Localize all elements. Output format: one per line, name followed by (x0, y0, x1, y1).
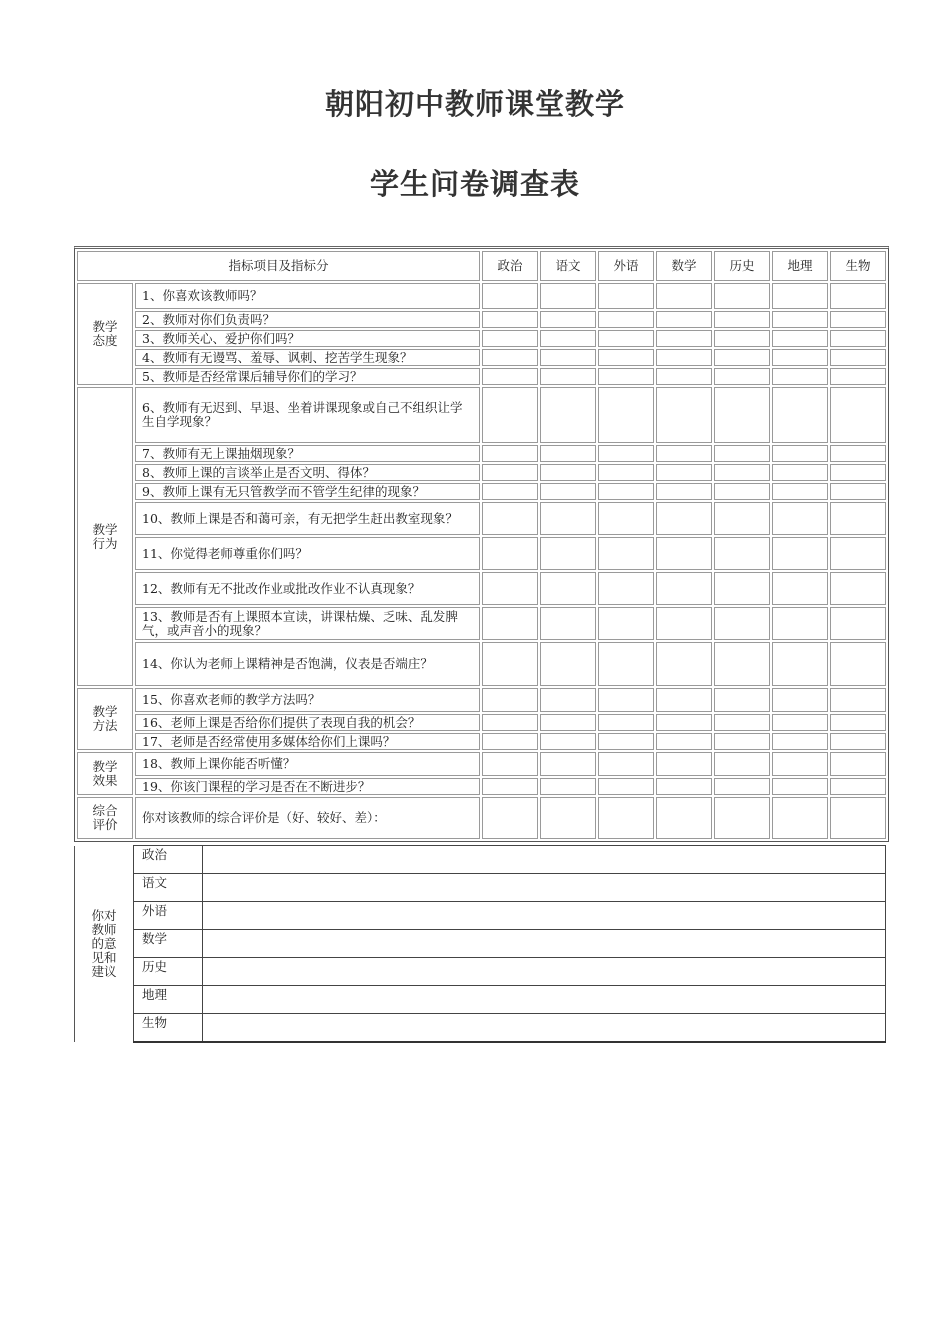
score-cell[interactable] (540, 387, 596, 443)
score-cell[interactable] (540, 642, 596, 686)
score-cell[interactable] (714, 752, 770, 776)
score-cell[interactable] (830, 464, 886, 481)
score-cell[interactable] (714, 330, 770, 347)
score-cell[interactable] (656, 607, 712, 640)
question-row (77, 502, 886, 535)
category-suggestion (75, 846, 134, 1042)
score-cell[interactable] (714, 445, 770, 462)
score-cell[interactable] (772, 607, 828, 640)
score-cell[interactable] (830, 502, 886, 535)
score-cell[interactable] (598, 445, 654, 462)
score-cell[interactable] (772, 688, 828, 712)
question-text: 8、教师上课的言谈举止是否文明、得体？ (135, 464, 480, 481)
question-row (77, 387, 886, 443)
score-cell[interactable] (714, 283, 770, 309)
question-text: 14、你认为老师上课精神是否饱满，仪表是否端庄？ (135, 642, 480, 686)
score-cell[interactable] (482, 688, 538, 712)
score-cell[interactable] (540, 502, 596, 535)
indicator-header: 指标项目及指标分 (77, 251, 480, 281)
question-text: 6、教师有无迟到、早退、坐着讲课现象或自己不组织让学生自学现象？ (135, 387, 480, 443)
score-cell[interactable] (830, 714, 886, 731)
question-text: 17、老师是否经常使用多媒体给你们上课吗？ (135, 733, 480, 750)
opinion-row (75, 958, 886, 986)
title-line-1: 朝阳初中教师课堂教学 (324, 87, 625, 121)
score-cell[interactable] (772, 642, 828, 686)
score-cell[interactable] (714, 387, 770, 443)
score-cell[interactable] (772, 502, 828, 535)
score-cell[interactable] (830, 607, 886, 640)
score-cell[interactable] (540, 714, 596, 731)
score-cell[interactable] (598, 688, 654, 712)
opinion-subject: 历史 (134, 958, 203, 986)
question-row (77, 483, 886, 500)
question-text: 4、教师有无谩骂、羞辱、讽刺、挖苦学生现象？ (135, 349, 480, 366)
score-cell[interactable] (714, 688, 770, 712)
survey-table (74, 246, 889, 842)
score-cell[interactable] (540, 688, 596, 712)
score-cell[interactable] (772, 330, 828, 347)
score-cell[interactable] (656, 537, 712, 570)
opinion-field[interactable] (203, 902, 886, 930)
score-cell[interactable] (598, 537, 654, 570)
score-cell[interactable] (540, 778, 596, 795)
score-cell[interactable] (482, 778, 538, 795)
score-cell[interactable] (830, 572, 886, 605)
opinion-row (75, 1014, 886, 1042)
category-overall: 综合评价 (77, 797, 133, 839)
opinion-row (75, 902, 886, 930)
score-cell[interactable] (656, 642, 712, 686)
subject-header: 外语 (598, 251, 654, 281)
question-text: 5、教师是否经常课后辅导你们的学习？ (135, 368, 480, 385)
question-text: 2、教师对你们负责吗？ (135, 311, 480, 328)
question-text: 18、教师上课你能否听懂？ (135, 752, 480, 776)
score-cell[interactable] (598, 733, 654, 750)
score-cell[interactable] (540, 537, 596, 570)
score-cell[interactable] (656, 330, 712, 347)
score-cell[interactable] (830, 688, 886, 712)
opinion-field[interactable] (203, 846, 886, 874)
score-cell[interactable] (656, 733, 712, 750)
score-cell[interactable] (482, 642, 538, 686)
score-cell[interactable] (656, 464, 712, 481)
score-cell[interactable] (482, 537, 538, 570)
subject-header: 政治 (482, 251, 538, 281)
question-row (77, 464, 886, 481)
score-cell[interactable] (830, 752, 886, 776)
category-effect: 教学效果 (77, 752, 133, 795)
overall-row (77, 797, 886, 839)
opinion-field[interactable] (203, 1014, 886, 1042)
question-row (77, 330, 886, 347)
score-cell[interactable] (714, 349, 770, 366)
score-cell[interactable] (830, 368, 886, 385)
score-cell[interactable] (714, 642, 770, 686)
opinion-row (75, 846, 886, 874)
opinion-subject: 政治 (134, 846, 203, 874)
score-cell[interactable] (482, 283, 538, 309)
score-cell[interactable] (772, 483, 828, 500)
score-cell[interactable] (482, 607, 538, 640)
score-cell[interactable] (540, 311, 596, 328)
score-cell[interactable] (830, 778, 886, 795)
score-cell[interactable] (772, 752, 828, 776)
opinion-subject: 外语 (134, 902, 203, 930)
score-cell[interactable] (540, 368, 596, 385)
question-row (77, 537, 886, 570)
question-text: 1、你喜欢该教师吗？ (135, 283, 480, 309)
score-cell[interactable] (482, 714, 538, 731)
question-text: 12、教师有无不批改作业或批改作业不认真现象？ (135, 572, 480, 605)
question-row (77, 778, 886, 795)
opinion-field[interactable] (203, 874, 886, 902)
score-cell[interactable] (656, 483, 712, 500)
opinion-field[interactable] (203, 958, 886, 986)
score-cell[interactable] (772, 464, 828, 481)
question-row (77, 714, 886, 731)
opinion-row (75, 874, 886, 902)
score-cell[interactable] (656, 572, 712, 605)
score-cell[interactable] (482, 752, 538, 776)
score-cell[interactable] (772, 797, 828, 839)
score-cell[interactable] (540, 607, 596, 640)
score-cell[interactable] (482, 502, 538, 535)
question-row (77, 607, 886, 640)
score-cell[interactable] (482, 330, 538, 347)
score-cell[interactable] (540, 797, 596, 839)
score-cell[interactable] (714, 464, 770, 481)
question-text: 15、你喜欢老师的教学方法吗？ (135, 688, 480, 712)
score-cell[interactable] (830, 445, 886, 462)
score-cell[interactable] (714, 797, 770, 839)
score-cell[interactable] (482, 572, 538, 605)
question-row (77, 688, 886, 712)
question-text: 13、教师是否有上课照本宣读，讲课枯燥、乏味、乱发脾气，或声音小的现象？ (135, 607, 480, 640)
score-cell[interactable] (540, 349, 596, 366)
score-cell[interactable] (772, 368, 828, 385)
score-cell[interactable] (830, 387, 886, 443)
score-cell[interactable] (598, 349, 654, 366)
score-cell[interactable] (482, 797, 538, 839)
score-cell[interactable] (830, 797, 886, 839)
score-cell[interactable] (714, 714, 770, 731)
opinion-field[interactable] (203, 986, 886, 1014)
score-cell[interactable] (772, 537, 828, 570)
score-cell[interactable] (714, 537, 770, 570)
opinion-row (75, 930, 886, 958)
score-cell[interactable] (540, 464, 596, 481)
score-cell[interactable] (598, 283, 654, 309)
score-cell[interactable] (656, 387, 712, 443)
score-cell[interactable] (656, 688, 712, 712)
question-row (77, 642, 886, 686)
score-cell[interactable] (540, 330, 596, 347)
subject-header: 历史 (714, 251, 770, 281)
score-cell[interactable] (540, 445, 596, 462)
score-cell[interactable] (482, 733, 538, 750)
score-cell[interactable] (482, 311, 538, 328)
score-cell[interactable] (482, 387, 538, 443)
score-cell[interactable] (598, 572, 654, 605)
title-line-2: 学生问卷调查表 (369, 167, 580, 201)
question-text: 11、你觉得老师尊重你们吗？ (135, 537, 480, 570)
score-cell[interactable] (714, 607, 770, 640)
score-cell[interactable] (830, 537, 886, 570)
score-cell[interactable] (830, 330, 886, 347)
score-cell[interactable] (656, 445, 712, 462)
score-cell[interactable] (598, 607, 654, 640)
category-method: 教学方法 (77, 688, 133, 750)
question-text: 16、老师上课是否给你们提供了表现自我的机会？ (135, 714, 480, 731)
question-text: 7、教师有无上课抽烟现象？ (135, 445, 480, 462)
score-cell[interactable] (772, 349, 828, 366)
score-cell[interactable] (714, 311, 770, 328)
score-cell[interactable] (772, 311, 828, 328)
score-cell[interactable] (598, 502, 654, 535)
score-cell[interactable] (598, 642, 654, 686)
score-cell[interactable] (598, 797, 654, 839)
score-cell[interactable] (772, 714, 828, 731)
question-row (77, 349, 886, 366)
score-cell[interactable] (598, 714, 654, 731)
opinion-row (75, 986, 886, 1014)
score-cell[interactable] (598, 464, 654, 481)
score-cell[interactable] (598, 483, 654, 500)
opinion-field[interactable] (203, 930, 886, 958)
question-text: 9、教师上课有无只管教学而不管学生纪律的现象？ (135, 483, 480, 500)
suggestion-label: 你对教师的意见和建议 (91, 907, 117, 979)
score-cell[interactable] (482, 368, 538, 385)
score-cell[interactable] (772, 733, 828, 750)
header-row (77, 251, 886, 281)
subject-header: 生物 (830, 251, 886, 281)
question-row (77, 368, 886, 385)
score-cell[interactable] (830, 483, 886, 500)
score-cell[interactable] (714, 483, 770, 500)
subject-header: 数学 (656, 251, 712, 281)
score-cell[interactable] (598, 778, 654, 795)
score-cell[interactable] (772, 572, 828, 605)
score-cell[interactable] (540, 752, 596, 776)
question-row (77, 445, 886, 462)
score-cell[interactable] (772, 445, 828, 462)
score-cell[interactable] (482, 464, 538, 481)
score-cell[interactable] (656, 349, 712, 366)
question-row (77, 752, 886, 776)
score-cell[interactable] (482, 483, 538, 500)
opinion-subject: 生物 (134, 1014, 203, 1042)
score-cell[interactable] (598, 330, 654, 347)
question-row (77, 733, 886, 750)
score-cell[interactable] (714, 572, 770, 605)
score-cell[interactable] (772, 778, 828, 795)
score-cell[interactable] (714, 778, 770, 795)
score-cell[interactable] (830, 349, 886, 366)
score-cell[interactable] (772, 387, 828, 443)
score-cell[interactable] (482, 445, 538, 462)
score-cell[interactable] (830, 733, 886, 750)
score-cell[interactable] (656, 283, 712, 309)
score-cell[interactable] (656, 778, 712, 795)
score-cell[interactable] (772, 283, 828, 309)
opinion-table (74, 845, 886, 1043)
score-cell[interactable] (656, 797, 712, 839)
score-cell[interactable] (656, 368, 712, 385)
opinion-subject: 地理 (134, 986, 203, 1014)
subject-header: 语文 (540, 251, 596, 281)
score-cell[interactable] (598, 368, 654, 385)
score-cell[interactable] (540, 283, 596, 309)
overall-question: 你对该教师的综合评价是（好、较好、差）： (135, 797, 480, 839)
score-cell[interactable] (830, 311, 886, 328)
question-text: 19、你该门课程的学习是否在不断进步？ (135, 778, 480, 795)
category-behavior: 教学行为 (77, 387, 133, 686)
score-cell[interactable] (714, 733, 770, 750)
score-cell[interactable] (540, 733, 596, 750)
score-cell[interactable] (656, 714, 712, 731)
question-row (77, 572, 886, 605)
opinion-subject: 数学 (134, 930, 203, 958)
score-cell[interactable] (540, 572, 596, 605)
score-cell[interactable] (598, 387, 654, 443)
score-cell[interactable] (656, 752, 712, 776)
subject-header: 地理 (772, 251, 828, 281)
question-row (77, 283, 886, 309)
score-cell[interactable] (830, 642, 886, 686)
score-cell[interactable] (482, 349, 538, 366)
score-cell[interactable] (598, 752, 654, 776)
score-cell[interactable] (656, 311, 712, 328)
opinion-subject: 语文 (134, 874, 203, 902)
score-cell[interactable] (714, 368, 770, 385)
question-text: 3、教师关心、爱护你们吗？ (135, 330, 480, 347)
score-cell[interactable] (830, 283, 886, 309)
question-row (77, 311, 886, 328)
category-attitude: 教学态度 (77, 283, 133, 385)
score-cell[interactable] (598, 311, 654, 328)
question-text: 10、教师上课是否和蔼可亲，有无把学生赶出教室现象？ (135, 502, 480, 535)
score-cell[interactable] (714, 502, 770, 535)
score-cell[interactable] (656, 502, 712, 535)
score-cell[interactable] (540, 483, 596, 500)
